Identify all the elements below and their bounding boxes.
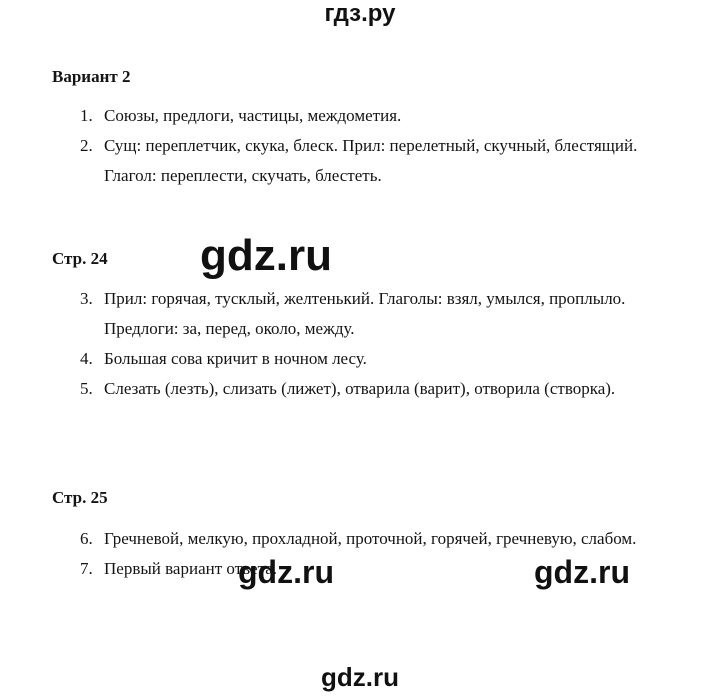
item-number: 1. <box>80 106 93 125</box>
item-text: Первый вариант ответа. <box>104 559 277 578</box>
section-heading-page-25: Стр. 25 <box>52 488 108 507</box>
section-heading-variant-2: Вариант 2 <box>52 67 131 86</box>
list-item <box>80 101 660 131</box>
watermark: gdz.ru <box>534 554 630 590</box>
item-number: 2. <box>80 136 93 155</box>
item-number: 6. <box>80 529 93 548</box>
item-number: 7. <box>80 559 93 578</box>
section-heading-page-24: Стр. 24 <box>52 249 108 268</box>
list-item <box>80 524 660 554</box>
list-item <box>80 344 660 374</box>
item-number: 5. <box>80 379 93 398</box>
list-item <box>80 284 660 344</box>
watermark: gdz.ru <box>200 231 332 280</box>
watermark: gdz.ru <box>238 554 334 590</box>
page-footer: gdz.ru <box>321 662 399 692</box>
item-text: Сущ: переплетчик, скука, блеск. Прил: перелетный, скучный, блестящий. Глагол: переплести, скучать, блестеть. <box>104 136 638 185</box>
item-number: 3. <box>80 289 93 308</box>
item-text: Гречневой, мелкую, прохладной, проточной, горячей, гречневую, слабом. <box>104 529 637 548</box>
list-item <box>80 131 660 191</box>
item-text: Союзы, предлоги, частицы, междометия. <box>104 106 402 125</box>
list-item <box>80 374 660 404</box>
answer-list-page-24 <box>80 284 660 404</box>
item-text: Большая сова кричит в ночном лесу. <box>104 349 367 368</box>
item-number: 4. <box>80 349 93 368</box>
item-text: Прил: горячая, тусклый, желтенький. Глаголы: взял, умылся, проплыло. Предлоги: за, перед, около, между. <box>104 289 626 338</box>
item-text: Слезать (лезть), слизать (лижет), отварила (варит), отворила (створка). <box>104 379 616 398</box>
site-header: гдз.ру <box>324 0 396 27</box>
answer-list-variant-2 <box>80 101 660 191</box>
